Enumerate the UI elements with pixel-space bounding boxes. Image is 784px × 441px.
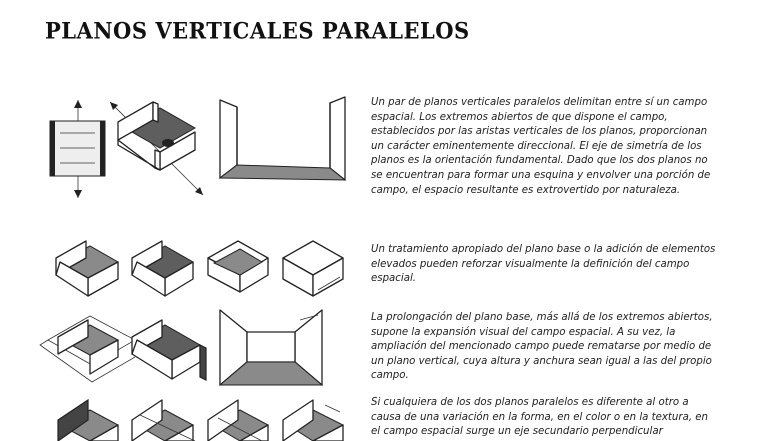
isometric-planes-drawing — [110, 102, 203, 195]
paragraph-1: Un par de planos verticales paralelos delimitan entre sí un campo espacial. Los extremos abiertos de que dispone el campo, establecidos por las aristas verticales de los planos, proporcionan un carácter eminentemente direccional. El eje de simetría de los planos es la orientación fundamental. Dado que los dos planos no se encuentran para formar una esquina y envolver una porción de campo, el espacio resultante es extrovertido por naturaleza. — [371, 97, 711, 196]
page-title: PLANOS VERTICALES PARALELOS — [45, 17, 470, 44]
row2-drawings — [56, 241, 343, 296]
plan-view-drawing — [50, 100, 105, 198]
paragraph-3: La prolongación del plano base, más allá de los extremos abiertos, supone la expansión visual del campo espacial. A su vez, la ampliación del mencionado campo puede rematarse por medio de un plano vertical, cuya altura y anchura sean igual a las del propio campo. — [371, 312, 713, 382]
paragraph-4: Si cualquiera de los dos planos paralelos es diferente al otro a causa de una variación en la forma, en el color o en la textura, en el campo espacial surge un eje secundario perpendicular — [371, 397, 709, 438]
paragraph-2: Un tratamiento apropiado del plano base o la adición de elementos elevados pueden reforzar visualmente la definición del campo espacial. — [371, 244, 716, 285]
row3-drawings — [40, 310, 322, 385]
row4-drawings — [58, 400, 343, 441]
perspective-planes-drawing — [220, 97, 345, 180]
